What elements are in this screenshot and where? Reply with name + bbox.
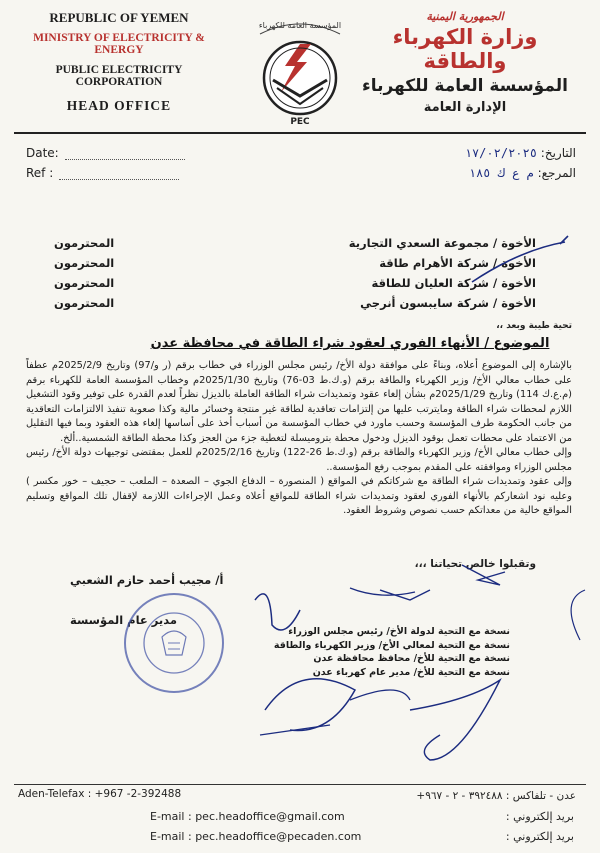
copies-list: [274, 625, 510, 679]
email-address-2[interactable]: pec.headoffice@pecaden.com: [195, 830, 362, 843]
recipient-4: الأخوة / شركة سايبسون أنرجي: [360, 296, 536, 310]
ref-value: م ع ك ١٨٥: [468, 166, 534, 180]
body-paragraph-2: وإلى خطاب معالي الأخ/ وزير الكهرباء والطاقة برقم (و.ك.ط 26-122) وتاريخ 2025/2/16م للعمل بمقتضى توجيهات دولة الأخ/ رئيس مجلس الوزراء وموافقته على المقدم بموجب رفع المؤسسة..: [26, 447, 572, 473]
ministry-en: MINISTRY OF ELECTRICITY & ENERGY: [33, 32, 205, 56]
date-field-en: [26, 146, 185, 160]
closing-line: وتقبلوا خالص تحياتنا ،،،: [414, 558, 536, 570]
telefax-ar: عدن - تلفاكس : ٣٩٢٤٨٨ - ٢ - ٩٦٧+: [416, 790, 576, 802]
copy-4: نسخة مع التحية للأخ/ مدير عام كهرباء عدن: [312, 666, 510, 678]
email-line-2: [150, 830, 361, 843]
email-label-ar-1: بريد إلكتروني :: [505, 810, 574, 823]
email-label-en-1: E-mail :: [150, 810, 192, 823]
copy-3: نسخة مع التحية للأخ/ محافظ محافظة عدن: [313, 653, 510, 664]
ministry-ar: وزارة الكهرباء والطاقة: [392, 25, 538, 73]
country-ar: الجمهورية اليمنية: [426, 10, 504, 23]
date-value: ١٧/٠٢/٢٠٢٥: [464, 146, 537, 160]
copy-1: نسخة مع التحية لدولة الأخ/ رئيس مجلس الوزراء: [288, 626, 510, 637]
ref-field-ar: [469, 166, 576, 180]
date-label-ar: التاريخ:: [540, 146, 576, 160]
greeting: تحية طيبة وبعد ،،: [496, 321, 572, 331]
email-address-1[interactable]: pec.headoffice@gmail.com: [195, 810, 345, 823]
office-ar: الإدارة العامة: [423, 100, 507, 115]
office-en: HEAD OFFICE: [66, 98, 172, 113]
honorific-3: المحترمون: [54, 276, 115, 290]
honorific-1: المحترمون: [54, 236, 115, 250]
subject-line: الموضوع / الأنهاء الفوري لعقود شراء الطاقة في محافظة عدن: [150, 336, 550, 351]
email-label-en-2: E-mail :: [150, 830, 192, 843]
pec-emblem-logo: [245, 6, 355, 136]
recipient-3: الأخوة / شركة العليان للطاقة: [371, 276, 536, 290]
footer-divider: [14, 784, 586, 785]
body-paragraph-3: وإلى عقود وتمديدات شراء الطاقة مع شركاتكم في المواقع ( المنصورة – الدفاع الجوي – الصعدة – الملعب – حجيف – خور مكسر ) وعليه نود اشعاركم بالأنهاء الفوري لعقود وتمديدات شراء الطاقة للمواقع أعلاه وعمل الإجراءات اللازمة لإقفال تلك المواقع وتسليم المواقع خالية من معداتكم حسب نصوص وشروط العقود.: [26, 476, 572, 516]
header-divider: [14, 132, 586, 134]
date-field-ar: [465, 146, 576, 160]
body-paragraph-1: بالإشارة إلى الموضوع أعلاه، وبناءً على موافقة دولة الأخ/ رئيس مجلس الوزراء في خطاب برقم (ر و/97) وتاريخ 2025/2/9م عطفاً على خطاب معالي الأخ/ وزير الكهرباء والطاقة برقم (و.ك.ط 03-76) وتاريخ 2025/1/30م وخطاب المؤسسة العامة للكهرباء برقم (م.ع.ك 114) وتاريخ 2025/1/29م بشأن إلغاء عقود وتمديدات شراء الطاقة العاملة بالديزل نظراً لعدم القدرة على توفير وقود التشغيل اللازم لمحطات شراء الطاقة ومايترتب عليها من إلتزامات تعاقدية لطاقة غير منتجة وخسائر مالية وكذا صعوبة تنفيذ الالتزامات التعاقدية من جانب الحكومة طرف المؤسسة وحسب ماورد في خطاب المؤسسة من أسباب أخذ على أساسها إلغاء هذه العقود وبما فيها التقليل من الاعتماد على محطات تعمل بوقود الديزل ودخول محطة بتروميسلة لتغطية جزء من العجز وكذا محطة الطاقة الشمسية..ألخ.: [26, 360, 573, 444]
signatory-title: مدير عام المؤسسة: [70, 613, 178, 627]
letter-body: [26, 359, 572, 519]
emblem-top-text: المؤسسة العامة للكهرباء: [258, 21, 342, 30]
english-header: [14, 10, 224, 114]
corporation-en: PUBLIC ELECTRICITY CORPORATION: [55, 64, 183, 88]
country-en: REPUBLIC OF YEMEN: [49, 10, 189, 25]
ref-label-ar: المرجع:: [537, 166, 576, 180]
arabic-header: [350, 10, 580, 115]
copy-2: نسخة مع التحية لمعالي الأخ/ وزير الكهرباء والطاقة: [273, 639, 510, 651]
signatory-name: أ/ مجيب أحمد حازم الشعبي: [70, 573, 224, 587]
email-label-ar-2: بريد إلكتروني :: [505, 830, 574, 843]
honorific-4: المحترمون: [54, 296, 115, 310]
email-line-1: [150, 810, 345, 823]
ref-label: Ref :: [26, 166, 54, 180]
honorific-2: المحترمون: [54, 256, 115, 270]
telefax-en: Aden-Telefax : +967 -2-392488: [18, 788, 182, 800]
recipient-2: الأخوة / شركة الأهرام طاقة: [379, 256, 536, 270]
corporation-ar: المؤسسة العامة للكهرباء: [362, 76, 568, 96]
date-label: Date:: [26, 146, 59, 160]
official-stamp: [122, 591, 226, 695]
recipient-1: الأخوة / مجموعة السعدي التجارية: [348, 236, 536, 250]
emblem-caption: PEC: [290, 117, 310, 127]
ref-field-en: [26, 166, 179, 180]
